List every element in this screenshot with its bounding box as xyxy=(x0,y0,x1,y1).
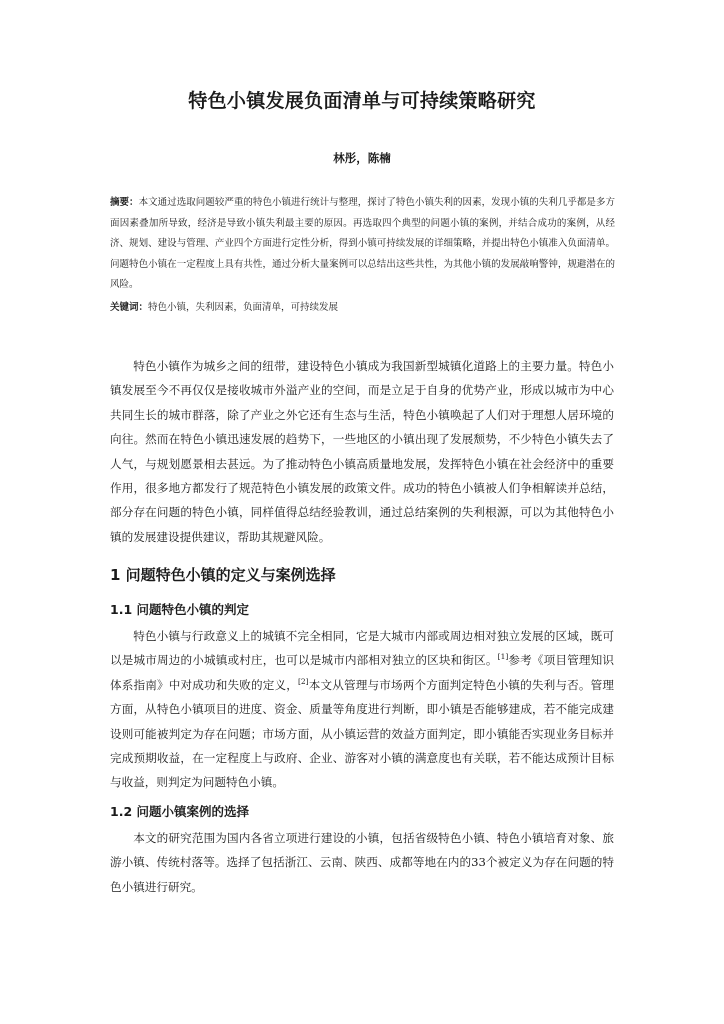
section-1-1-text-c: 本文从管理与市场两个方面判定特色小镇的失利与否。管理方面，从特色小镇项目的进度、资金、质量等角度进行判断，即小镇是否能够建成，若不能完成建设则可能被判定为存在问题；市场方面，从小镇运营的效益方面判定，即小镇能否实现业务目标并完成预期收益，在一定程度上与政府、企业、游客对小镇的满意度也有关联，若不能达成预计目标与收益，则判定为问题特色小镇。 xyxy=(110,677,614,790)
citation-2: [2] xyxy=(297,676,309,686)
section-1-heading: 1 问题特色小镇的定义与案例选择 xyxy=(110,566,336,584)
intro-paragraph: 特色小镇作为城乡之间的纽带，建设特色小镇成为我国新型城镇化道路上的主要力量。特色小镇发展至今不再仅仅是接收城市外溢产业的空间，而是立足于自身的优势产业，形成以城市为中心共同生长的城市群落，除了产业之外它还有生态与生活，特色小镇唤起了人们对于理想人居环境的向往。然而在特色小镇迅速发展的趋势下，一些地区的小镇出现了发展颓势，不少特色小镇失去了人气，与规划愿景相去甚远。为了推动特色小镇高质量地发展，发挥特色小镇在社会经济中的重要作用，很多地方都发行了规范特色小镇发展的政策文件。成功的特色小镇被人们争相解读并总结，部分存在问题的特色小镇，同样值得总结经验教训，通过总结案例的失利根源，可以为其他特色小镇的发展建设提供建议，帮助其规避风险。 xyxy=(110,359,614,544)
abstract-label: 摘要： xyxy=(110,197,139,208)
section-1-2-paragraph: 本文的研究范围为国内各省立项进行建设的小镇，包括省级特色小镇、特色小镇培育对象、旅游小镇、传统村落等。选择了包括浙江、云南、陕西、成都等地在内的33个被定义为存在问题的特色小镇进行研究。 xyxy=(110,831,614,894)
keywords-text: 特色小镇，失利因素，负面清单，可持续发展 xyxy=(148,302,339,313)
section-1-1-heading: 1.1 问题特色小镇的判定 xyxy=(110,602,249,617)
abstract xyxy=(110,193,615,296)
citation-1: [1] xyxy=(497,652,509,662)
section-1-1-paragraph xyxy=(110,624,614,795)
section-1-1-text-a: 特色小镇与行政意义上的城镇不完全相同，它是大城市内部或周边相对独立发展的区域，既可以是城市周边的小城镇或村庄，也可以是城市内部相对独立的区块和街区。 xyxy=(110,629,614,668)
paper-title: 特色小镇发展负面清单与可持续策略研究 xyxy=(188,90,536,112)
section-1-1-text-b: 参考《项目管理知识体系指南》中对成功和失败的定义， xyxy=(110,653,614,692)
keywords xyxy=(110,300,615,316)
keywords-label: 关键词： xyxy=(110,302,149,313)
paper-authors: 林彤，陈楠 xyxy=(333,151,391,165)
section-1-2-heading: 1.2 问题小镇案例的选择 xyxy=(110,804,249,819)
abstract-text: 本文通过选取问题较严重的特色小镇进行统计与整理，探讨了特色小镇失利的因素，发现小镇的失利几乎都是多方面因素叠加所导致，经济是导致小镇失利最主要的原因。再选取四个典型的问题小镇的案例，并结合成功的案例，从经济、规划、建设与管理、产业四个方面进行定性分析，得到小镇可持续发展的详细策略，并提出特色小镇准入负面清单。问题特色小镇在一定程度上具有共性，通过分析大量案例可以总结出这些共性，为其他小镇的发展敲响警钟，规避潜在的风险。 xyxy=(110,197,615,290)
